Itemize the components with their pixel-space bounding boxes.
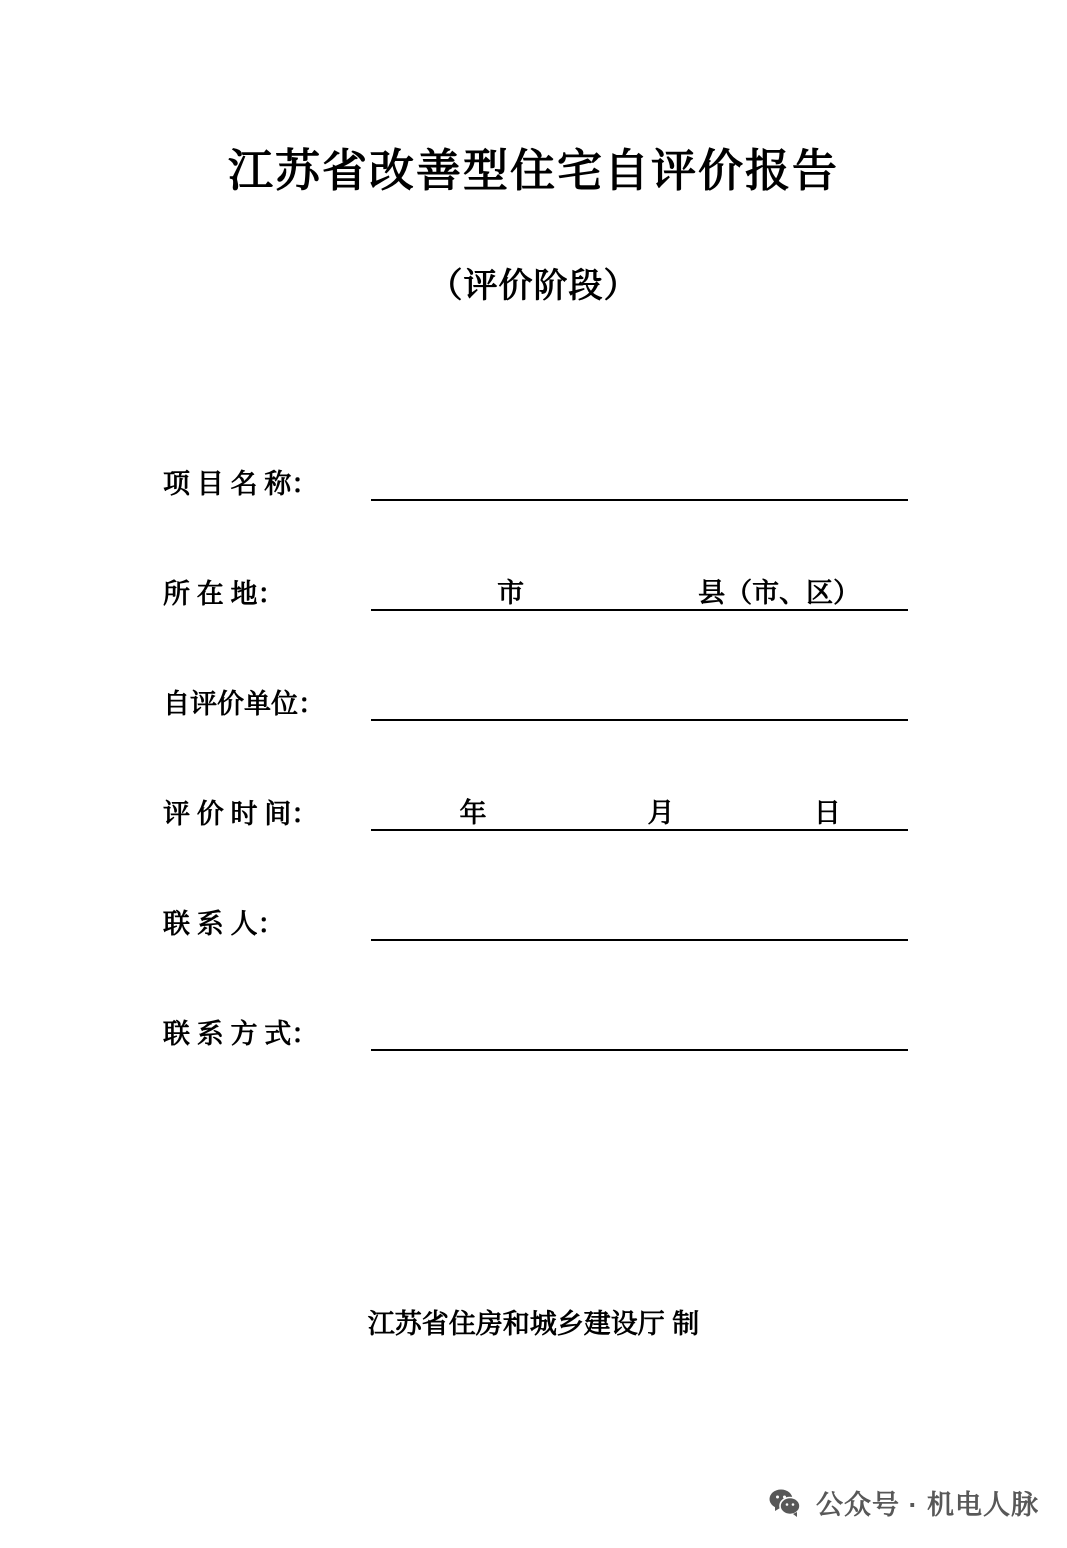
- field-row-contact-info: [163, 1012, 908, 1122]
- field-input-eval-date[interactable]: [371, 828, 908, 831]
- location-county-unit: 县（市、区）: [698, 577, 861, 608]
- location-city-unit: 市: [497, 577, 525, 608]
- date-month-unit: 月: [647, 797, 675, 828]
- page-subtitle: （评价阶段）: [428, 268, 639, 305]
- field-row-project-name: [163, 462, 908, 572]
- wechat-icon: [768, 1486, 802, 1520]
- field-row-self-eval-unit: [163, 682, 908, 792]
- date-day-unit: 日: [813, 797, 841, 828]
- issuer-line: 江苏省住房和城乡建设厅 制: [367, 1309, 700, 1339]
- field-input-contact-person[interactable]: [371, 938, 908, 941]
- field-input-contact-info[interactable]: [371, 1048, 908, 1051]
- field-inline-eval-date: [371, 792, 908, 828]
- field-label-contact-person: 联 系 人：: [163, 909, 285, 939]
- field-input-self-eval-unit[interactable]: [371, 718, 908, 721]
- field-inline-location: [371, 572, 908, 608]
- form-fields: [163, 462, 908, 1122]
- field-label-location: 所 在 地：: [163, 579, 285, 609]
- field-input-location[interactable]: [371, 608, 908, 611]
- field-label-self-eval-unit: 自评价单位：: [163, 689, 325, 719]
- page-title: 江苏省改善型住宅自评价报告: [227, 146, 839, 196]
- field-label-contact-info: 联 系 方 式：: [163, 1019, 319, 1049]
- watermark-badge: [768, 1483, 1039, 1522]
- field-label-project-name: 项 目 名 称：: [163, 469, 319, 499]
- field-row-contact-person: [163, 902, 908, 1012]
- field-row-eval-date: [163, 792, 908, 902]
- date-year-unit: 年: [459, 797, 487, 828]
- field-input-project-name[interactable]: [371, 498, 908, 501]
- field-label-eval-date: 评 价 时 间：: [163, 799, 319, 829]
- watermark-text: 公众号 · 机电人脉: [816, 1490, 1039, 1520]
- field-row-location: [163, 572, 908, 682]
